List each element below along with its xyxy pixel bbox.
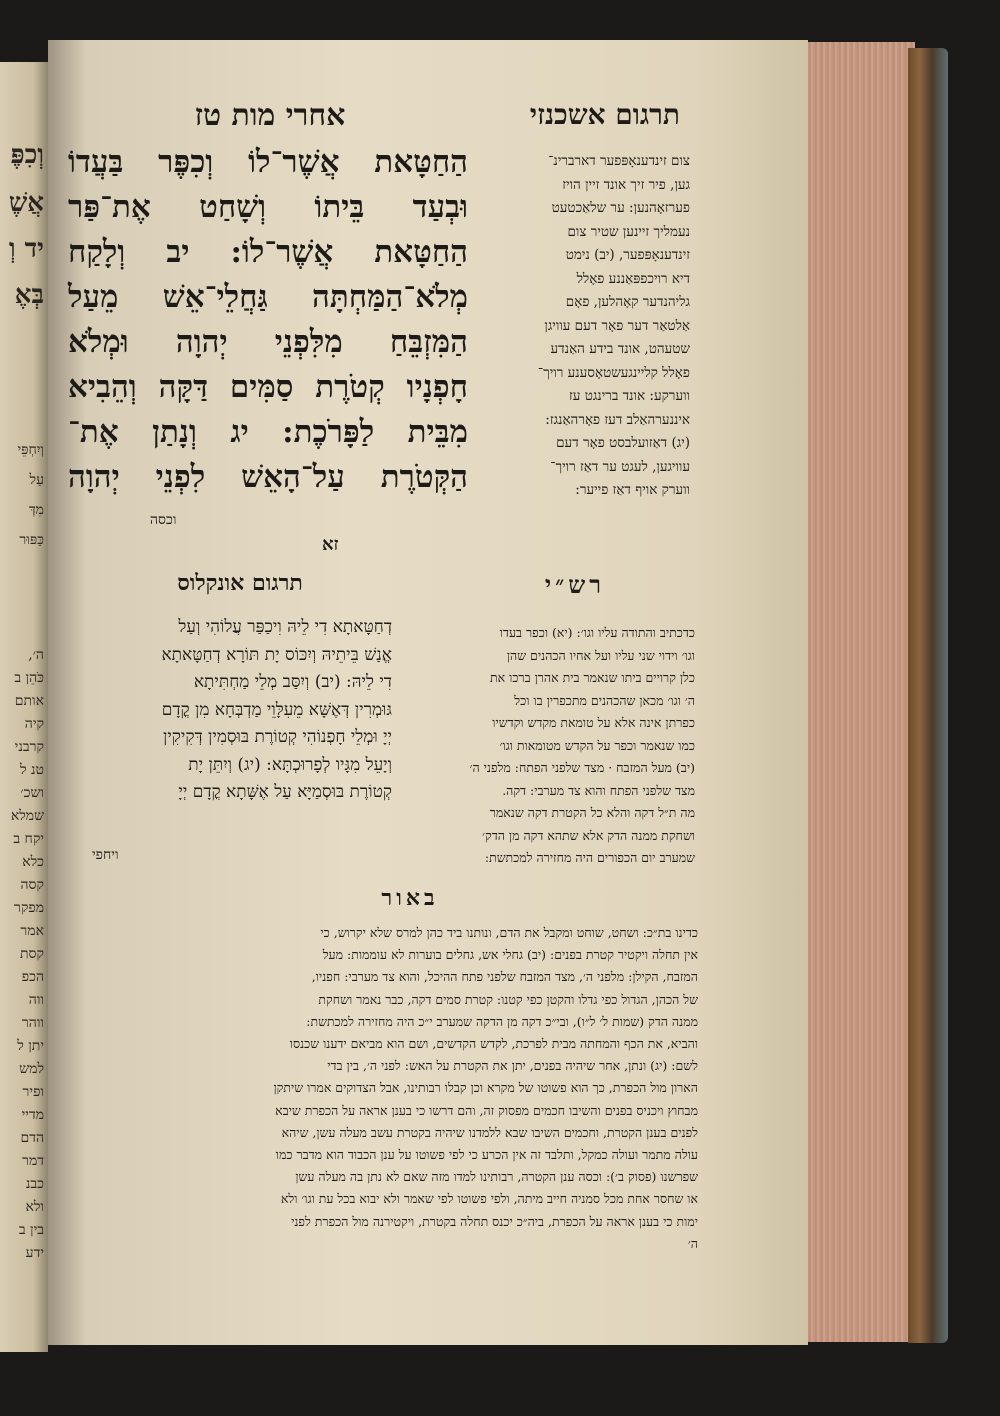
onkelos-line: וְיָעֵל מִגָּיו לְפָרוּכְתָּא: (יג) וְיִתֵּן יָת	[188, 754, 392, 775]
left-fragment: הכפ	[21, 969, 44, 985]
verse-line: מִבֵּית לַפָּרֹכֶת: יג וְנָתַן אֶת־	[68, 414, 468, 450]
translation-line: עוויגען, לעגט ער דאַז רויך־	[550, 458, 690, 475]
left-fragment: ווה	[28, 992, 44, 1008]
onkelos-line: קְטוֹרֶת בּוּסְמַיָּא עַל אֶשָּׁתָא קֳדָם יְיָ	[178, 782, 392, 802]
biur-line: המזבח, הקילן: מלפני ה׳, מצד המזבח שלפני פתח ההיכל, והוא צד מערבי: חפניו,	[311, 969, 698, 985]
verse-line: הַחַטָּאת אֲשֶׁר־לוֹ: יב וְלָקַח	[68, 234, 468, 270]
translation-line: ווערקע: אונד ברינגט עז	[569, 388, 690, 404]
biur-line: או שחסר אחת מכל סמניה חייב מיתה, ולפי פשוטו לפי שאמר ולא יבוא בכל עת וגו׳ ולא	[280, 1191, 698, 1207]
torah-text-block	[68, 140, 468, 500]
onkelos-column	[72, 614, 392, 863]
left-fragment: ה׳,	[28, 647, 44, 663]
translation-line: איננערהאַלב דעז פאָרהאַנגז:	[545, 411, 690, 428]
translation-line: גליהנדער קאָהלען, פאָם	[565, 294, 690, 310]
biur-line: הארון מול הכפרת, כך הוא פשוטו של מקרא וכן קבלו רבותינו, אבל הצדוקים אמרו שיתקן	[273, 1080, 698, 1096]
left-fragment: כֹּהֵן ב	[14, 670, 44, 686]
left-fragment: שמלא	[10, 808, 44, 824]
biur-line: שפרשנו (פסוק ב׳): וכסה ענן הקטרה, רבותינו למדו מזה שאם לא נתן בה מעלה עשן	[295, 1169, 698, 1185]
translation-line: פערזאָהנען: ער שלאַכטעט	[551, 200, 690, 216]
left-fragment: אֲשֶׁ	[8, 188, 44, 218]
left-fragment: כבנ	[25, 1176, 44, 1192]
rashi-line: (יב) מעל המזבח · מצד שלפני הפתח: מלפני ה׳	[469, 760, 695, 775]
left-fragment: מפקר	[13, 900, 44, 916]
left-fragment: וְיִחְפֵּי	[17, 442, 44, 458]
translation-line: נעמליך זיינען שטיר צום	[567, 223, 690, 240]
translation-line: (יג) דאַזועלבסט פאָר דעם	[556, 435, 690, 451]
running-header-parasha: אחרי מות טז	[194, 98, 346, 133]
left-fragment: קיה	[24, 716, 44, 732]
translation-line: פאָלל קליינגעשטאָסענע רויך־	[537, 364, 690, 381]
rashi-line: מה ת״ל דקה והלא כל הקטרת דקה שנאמר	[489, 805, 695, 820]
verse-line: הַקְּטֹרֶת עַל־הָאֵשׁ לִפְנֵי יְהוָה	[68, 459, 468, 495]
page-fore-edge	[790, 42, 915, 1342]
left-fragment: בְּאֶ	[14, 280, 44, 310]
left-fragment: קסה	[20, 877, 44, 893]
left-fragment: כַּפּוּר	[19, 532, 44, 548]
biur-line: מבחוץ ויכניס בפנים והשיבו חכמים מפסוק זה, והם דרשו כי בענן אראה על הכפרת שיבא	[275, 1102, 698, 1118]
biur-line: אין תחלה ויקטיר קטרת בפנים: (יב) גחלי אש, גחלים בוערות לא עוממות: מעל	[322, 947, 698, 963]
left-fragment: מדיי	[21, 1107, 44, 1123]
left-fragment: אותם	[14, 693, 44, 709]
verse-line: מְלֹא־הַמַּחְתָּה גַּחֲלֵי־אֵשׁ מֵעַל	[68, 279, 468, 315]
verse-line: חָפְנָיו קְטֹרֶת סַמִּים דַּקָּה וְהֵבִיא	[68, 369, 468, 405]
left-fragment: יתן ל	[17, 1038, 44, 1054]
rashi-line: כלן קרויים ביתו שנאמר בית אהרן ברכו את	[490, 670, 695, 685]
biur-line: כדינו בת״כ: ושחט, שוחט ומקבל את הדם, ונותנו ביד כהן למרס שלא יקרוש, כי	[320, 925, 698, 940]
verse-catchword: וכסה	[150, 512, 177, 528]
translation-line: שטעהט, אונד בידע האַנדע	[550, 341, 690, 357]
left-fragment: למש	[19, 1061, 44, 1077]
german-translation-column	[478, 150, 690, 503]
biur-line: ימות כי בענן אראה על הכפרת, ביה״כ יכנס תחלה בקטרת, ויקטירנה מול הכפרת לפני	[291, 1213, 698, 1229]
rashi-line: כדכתיב והתודה עליו וגו׳: (יא) וכפר בעדו	[499, 625, 695, 640]
left-fragment: ווהר	[21, 1015, 44, 1031]
left-fragment: עַל	[29, 472, 44, 488]
biur-line: של הכהן, הגדול כפי גדלו והקטן כפי קטנו: קטרת סמים דקה, כבר נאמר ושחקת	[318, 991, 698, 1007]
onkelos-header: תרגום אונקלוס	[177, 570, 303, 596]
translation-line: אַלטאַר דער פאָר דעם עוויגן	[544, 317, 690, 334]
rashi-line: וגו׳ וידוי שני עליו ועל אחיו הכהנים שהן	[506, 647, 695, 663]
verse-line: הַחַטָּאת אֲשֶׁר־לוֹ וְכִפֶּר בַּעֲדוֹ	[68, 144, 468, 180]
left-fragment: קסת	[20, 946, 44, 962]
onkelos-line: דִי לֵיהּ: (יב) וְיִסַּב מְלֵי מַחְתִּיתָא	[193, 672, 392, 692]
book-cover	[908, 48, 948, 1343]
onkelos-line: יְיָ וּמְלֵי חָפְנוֹהִי קְטוֹרֶת בּוּסְמִין דְּקִיקִין	[163, 727, 392, 747]
biur-line: ממנה הדק (שמות ל׳ ל״ו), ובי״כ דקה מן הדקה שמערב י״כ היה מחזירה למכתשת:	[306, 1013, 698, 1029]
onkelos-catchword: ויחפי	[92, 847, 119, 863]
translation-line: דיא רויכפפּאַננע פאָלל	[576, 270, 690, 287]
biur-header: באור	[381, 885, 439, 911]
left-fragment: ולא	[25, 1199, 44, 1215]
translation-line: גען, פיר זיך אונד זיין הויז	[562, 176, 690, 193]
biur-line: והביא, את הכף והמחתה מבית לפרכת, לקדש הקדשים, ושם הוא מביאם ידענו שכנסו	[289, 1036, 698, 1052]
rashi-line: ושחקת ממנה הדק אלא שתהא דקה מן הדק׳	[482, 827, 695, 843]
rashi-line: ה׳ וגו׳ מכאן שהכהנים מתכפרין בו וכל	[514, 692, 695, 708]
left-fragment: מִדְּ	[28, 502, 44, 518]
translation-line: זינדענאָפּפער, (יב) נימט	[565, 247, 690, 263]
verse-line: הַמִּזְבֵּחַ מִלִּפְנֵי יְהוָה וּמְלֹא	[68, 324, 468, 360]
left-page-edge	[0, 62, 48, 1352]
left-fragment: ושכ׳	[20, 785, 44, 801]
left-fragment: בין ב	[18, 1222, 44, 1238]
left-fragment: אמר	[20, 923, 44, 939]
biur-commentary	[68, 922, 698, 1255]
left-fragment: יד וְ	[8, 234, 44, 264]
left-fragment: כלא	[22, 854, 44, 870]
onkelos-line: דְחַטָּאתָא דִי לֵיהּ וִיכַפַּר עֲלוֹהִי וְעַל	[178, 617, 392, 637]
rashi-line: כפרתן אינה אלא על טומאת מקדש וקדשיו	[492, 715, 695, 730]
rashi-header: רש״י	[544, 570, 606, 599]
translation-line: ווערק אויף דאַז פייער:	[575, 482, 690, 498]
left-fragment: ידע	[25, 1245, 44, 1261]
biur-line: לפנים בענן הקטרת, וחכמים השיבו שבא ללמדנו שיהיה בקטרת עשב מעלה עשן, שיהא	[281, 1124, 698, 1140]
rashi-line: כמו שנאמר וכפר על הקדש מטומאות וגו׳	[499, 737, 695, 753]
left-fragment: טנ ל	[19, 762, 44, 778]
biur-line: ה׳	[687, 1235, 698, 1251]
translation-line: צום זינדענאָפּפער דארברינ־	[548, 153, 690, 169]
rashi-line: מצד שלפני הפתח והוא צד מערבי: דקה.	[502, 782, 695, 798]
rashi-column	[400, 622, 695, 870]
running-header-translation: תרגום אשכנזי	[529, 98, 680, 131]
verse-line: וּבְעַד בֵּיתוֹ וְשָׁחַט אֶת־פַּר	[68, 189, 468, 225]
biur-line: לשם: (יג) ונתן, אחר שיהיה בפנים, יתן את הקטרת על האש: לפני ה׳, בין בדי	[327, 1058, 698, 1074]
left-fragment: הדם	[20, 1130, 44, 1146]
onkelos-line: אֱנַשׁ בֵּיתֵיהּ וְיִכּוֹס יָת תּוֹרָא דְחַטָּאתָא	[161, 644, 392, 665]
left-fragment: דמר	[22, 1153, 44, 1169]
biur-line: עולה מתמר ועולה כמקל, ותלבד זה אין הכרע כי לפי פשוטו על ענן הכבוד הוא מדבר כמו	[275, 1147, 698, 1163]
left-fragment: קרבני	[14, 739, 44, 755]
left-fragment: וְכִפֶּ	[10, 140, 44, 170]
left-fragment: ופיר	[22, 1084, 44, 1100]
onkelos-line: גּוּמְרִין דְּאֶשָּׁא מֵעִלָּוֵי מַדְבְּחָא מִן קֳדָם	[161, 699, 392, 720]
left-fragment: יקח ב	[13, 831, 44, 847]
rashi-line: שמערב יום הכפורים היה מחזירה למכתשת:	[484, 850, 695, 865]
section-marker: זא	[322, 534, 339, 555]
